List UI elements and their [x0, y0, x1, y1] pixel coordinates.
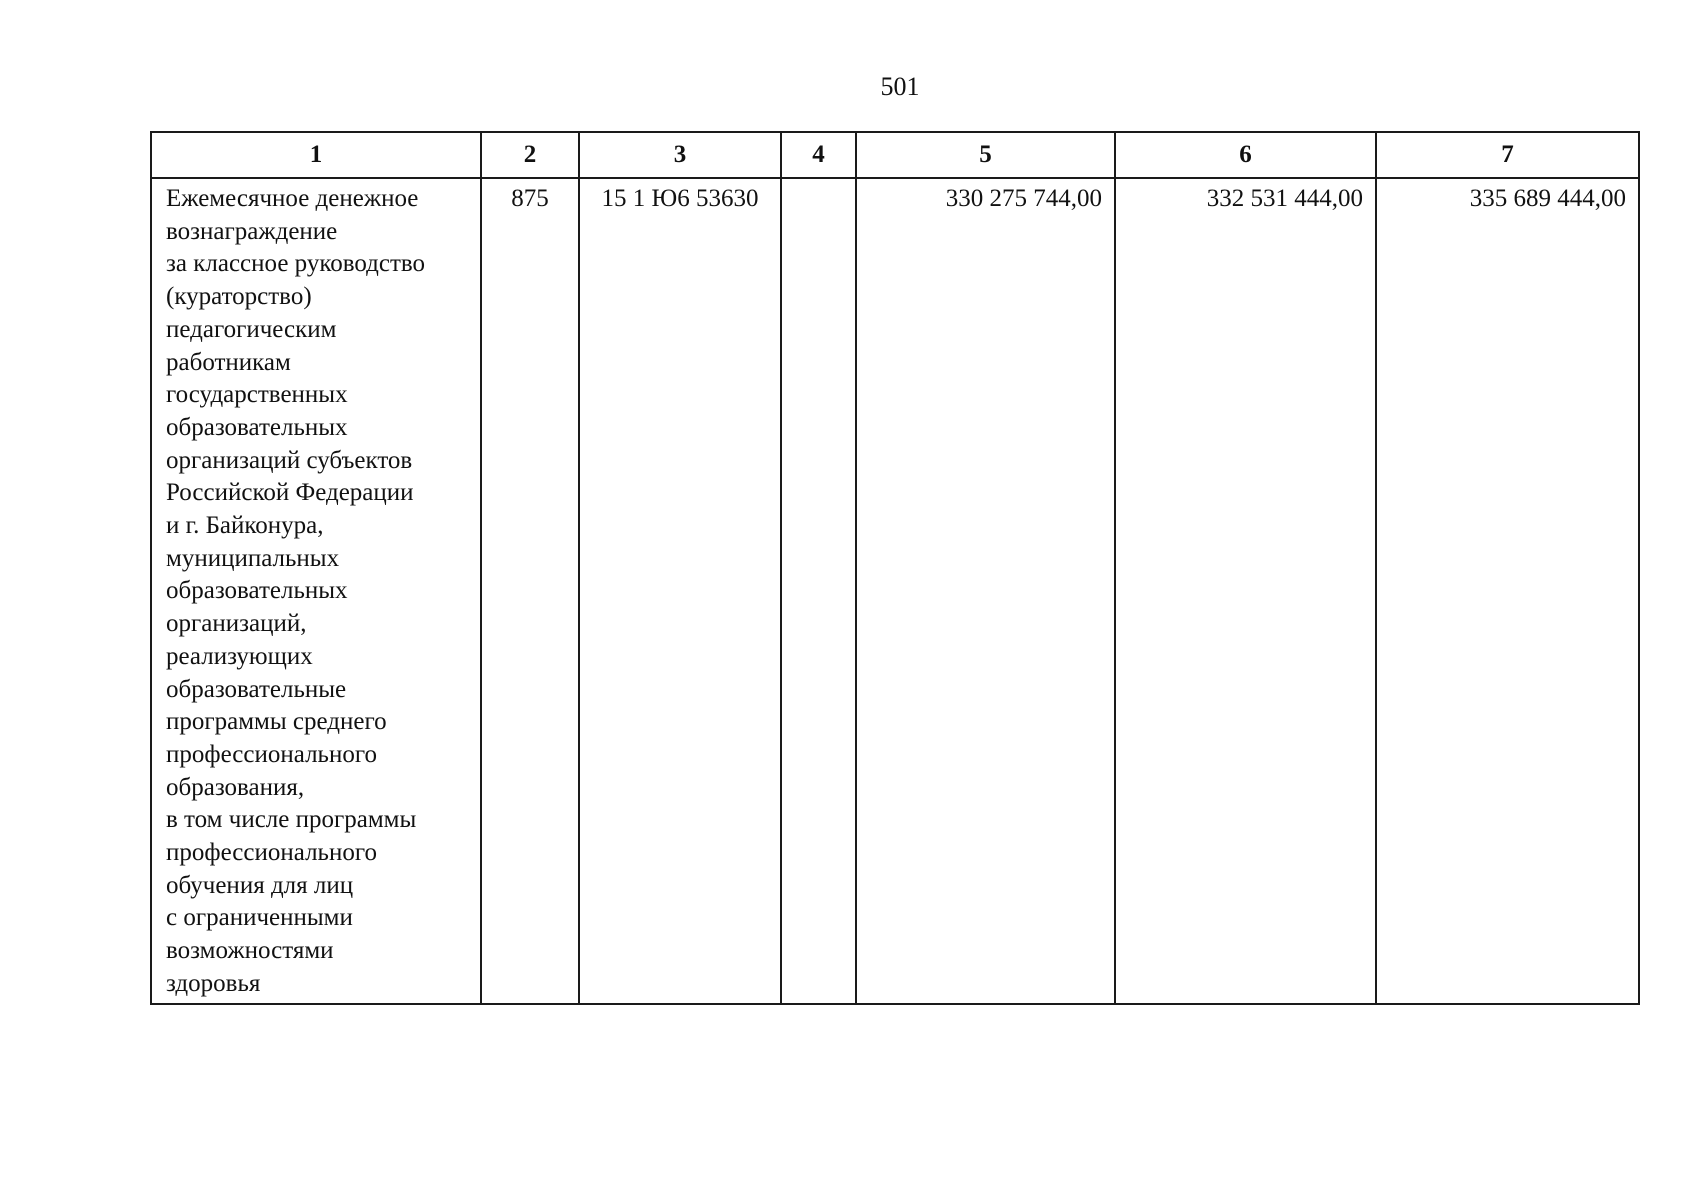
- chapter-code-cell: 875: [481, 178, 579, 1004]
- description-line: образования,: [166, 773, 305, 801]
- amount-cell-6: 332 531 444,00: [1115, 178, 1376, 1004]
- description-line: профессионального: [166, 740, 377, 768]
- column-header-7: 7: [1376, 132, 1639, 178]
- description-line: государственных: [166, 381, 348, 409]
- description-line: вознаграждение: [166, 217, 338, 245]
- description-line: образовательных: [166, 577, 348, 605]
- column-header-4: 4: [781, 132, 856, 178]
- description-line: обучения для лиц: [166, 871, 354, 899]
- description-line: Ежемесячное денежное: [166, 185, 419, 212]
- description-line: (кураторство): [166, 283, 312, 311]
- description-line: реализующих: [166, 642, 313, 670]
- description-line: профессионального: [166, 839, 377, 867]
- target-article-cell: 15 1 Ю6 53630: [579, 178, 781, 1004]
- table-row: [151, 178, 1639, 1004]
- description-line: педагогическим: [166, 315, 337, 343]
- column-header-1: 1: [151, 132, 481, 178]
- column-header-3: 3: [579, 132, 781, 178]
- description-line: работникам: [166, 348, 291, 376]
- column-header-6: 6: [1115, 132, 1376, 178]
- description-line: в том числе программы: [166, 806, 417, 834]
- description-line: муниципальных: [166, 544, 340, 572]
- column-header-5: 5: [856, 132, 1115, 178]
- description-line: программы среднего: [166, 708, 387, 736]
- description-line: за классное руководство: [166, 250, 425, 278]
- description-line: организаций,: [166, 610, 307, 638]
- expense-type-cell: [781, 178, 856, 1004]
- description-line: организаций субъектов: [166, 446, 413, 474]
- amount-cell-7: 335 689 444,00: [1376, 178, 1639, 1004]
- page-number: 501: [880, 72, 920, 101]
- description-line: здоровья: [166, 969, 261, 997]
- description-line: образовательных: [166, 413, 348, 441]
- description-line: образовательные: [166, 675, 347, 703]
- budget-table: [150, 131, 1640, 1005]
- description-line: Российской Федерации: [166, 479, 414, 507]
- description-line: с ограниченными: [166, 904, 353, 932]
- header-row: [151, 132, 1639, 178]
- description-line: и г. Байконура,: [166, 512, 324, 540]
- description-cell: [151, 178, 481, 1004]
- description-line: возможностями: [166, 937, 334, 965]
- amount-cell-5: 330 275 744,00: [856, 178, 1115, 1004]
- column-header-2: 2: [481, 132, 579, 178]
